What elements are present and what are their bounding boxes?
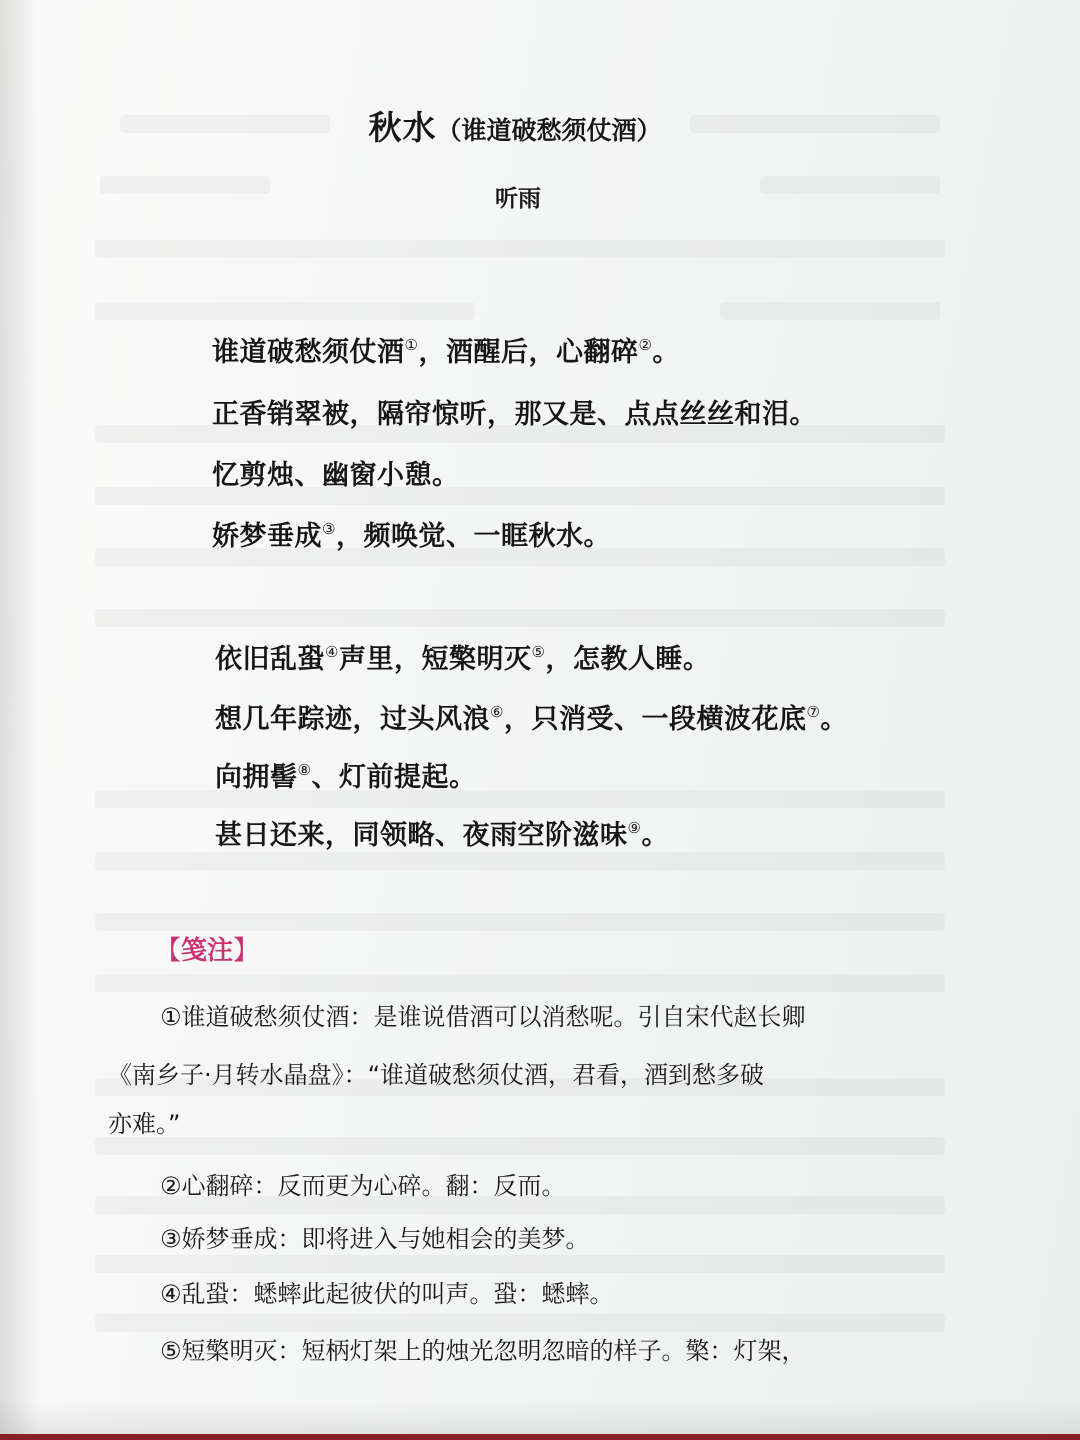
- poem-title: [0, 102, 1030, 149]
- poem-line: 忆剪烛、幽窗小憩。: [212, 460, 460, 491]
- note-line: ④乱蛩：蟋蟀此起彼伏的叫声。蛩：蟋蟀。: [160, 1280, 614, 1308]
- poem-line: 想几年踪迹，过头风浪⑥，只消受、一段横波花底⑦。: [215, 703, 848, 735]
- poem-line: 依旧乱蛩④声里，短檠明灭⑤，怎教人睡。: [215, 643, 711, 675]
- poem-line: 甚日还来，同领略、夜雨空阶滋味⑨。: [215, 819, 669, 851]
- poem-line: 娇梦垂成③，频唤觉、一眶秋水。: [212, 520, 611, 552]
- poem-title-main: 秋水: [368, 108, 437, 147]
- note-line: 亦难。”: [108, 1110, 181, 1138]
- note-line: ②心翻碎：反而更为心碎。翻：反而。: [160, 1172, 566, 1200]
- poem-line: 向拥髻⑧、灯前提起。: [215, 761, 477, 793]
- poem-author: 听雨: [495, 185, 541, 212]
- book-edge: [0, 1400, 1080, 1440]
- poem-line: 谁道破愁须仗酒①，酒醒后，心翻碎②。: [212, 336, 680, 368]
- poem-line: 正香销翠被，隔帘惊听，那又是、点点丝丝和泪。: [212, 399, 817, 430]
- page-gutter-shadow: [0, 0, 40, 1440]
- note-line: ①谁道破愁须仗酒：是谁说借酒可以消愁呢。引自宋代赵长卿: [160, 1003, 806, 1031]
- poem-title-sub: （谁道破愁须仗酒）: [436, 116, 662, 145]
- notes-heading: 【笺注】: [155, 936, 260, 966]
- note-line: ③娇梦垂成：即将进入与她相会的美梦。: [160, 1225, 590, 1253]
- note-line: ⑤短檠明灭：短柄灯架上的烛光忽明忽暗的样子。檠：灯架，: [160, 1337, 806, 1365]
- note-line: 《南乡子·月转水晶盘》：“谁道破愁须仗酒，君看，酒到愁多破: [108, 1061, 765, 1089]
